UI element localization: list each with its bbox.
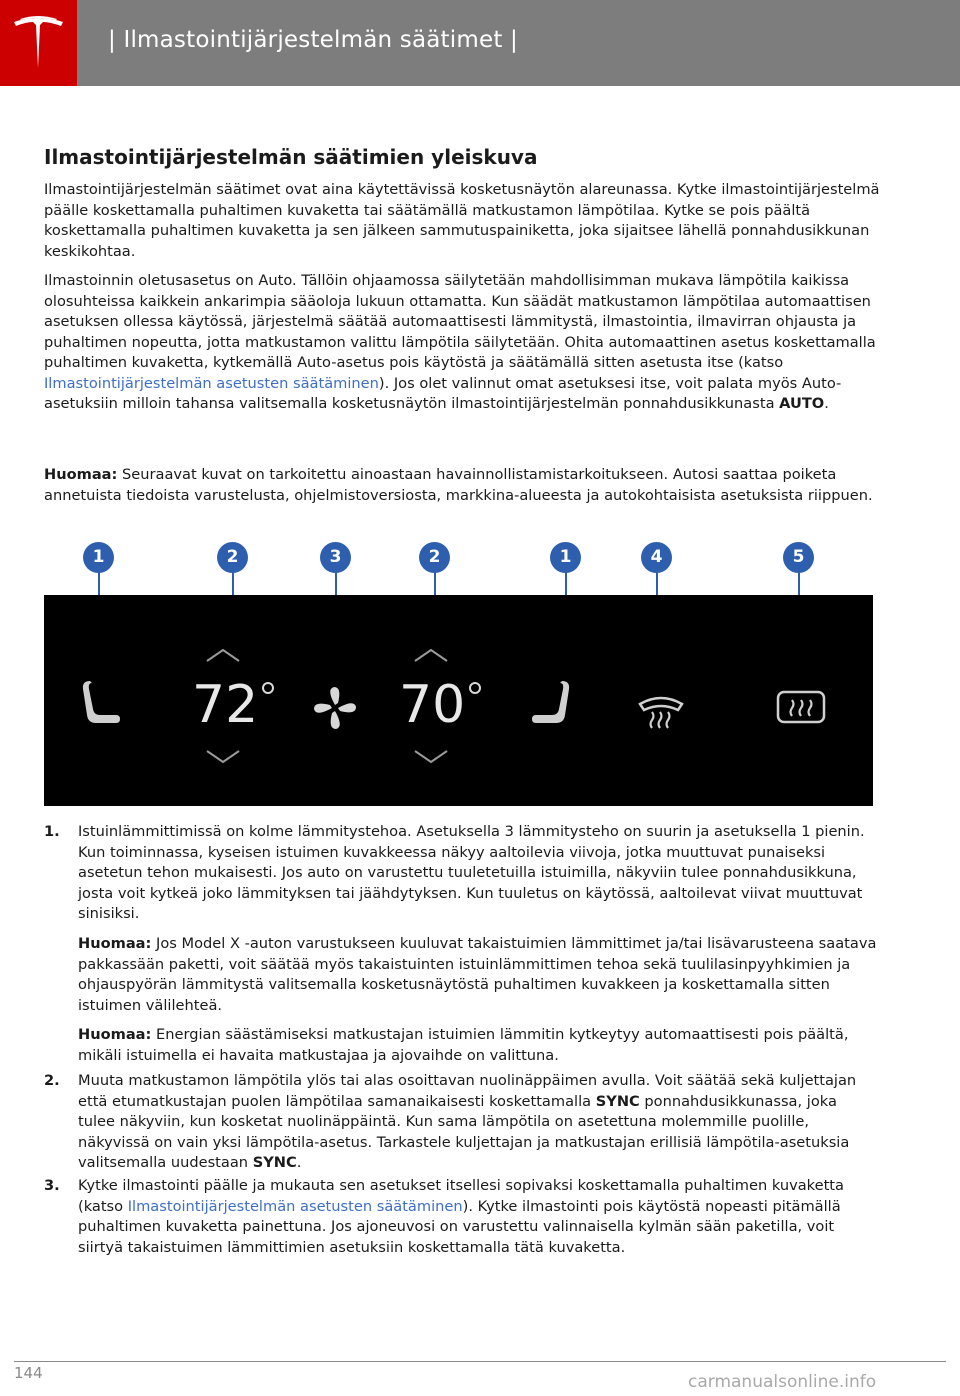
list-item-end: . xyxy=(296,1154,302,1171)
callout-line xyxy=(434,568,436,596)
section-title: Ilmastointijärjestelmän säätimien yleiskuva xyxy=(44,145,538,169)
list-item-fan xyxy=(78,1176,878,1258)
callout-badge: 1 xyxy=(550,542,581,573)
note-text: Seuraavat kuvat on tarkoitettu ainoastaan havainnollistamistarkoitukseen. Autosi saattaa poiketa annetuista tiedoista varustelusta, ohjelmistoversiosta, markkina-alueesta ja autokohtaisista asetuksista riippuen. xyxy=(44,466,873,504)
callout-line xyxy=(565,568,567,596)
chevron-down-icon[interactable] xyxy=(413,749,449,765)
sync-keyword: SYNC xyxy=(595,1092,640,1110)
degree-symbol xyxy=(469,682,481,694)
callout-line xyxy=(98,568,100,596)
list-item-text: ). Kytke ilmastointi pois käytöstä nopeasti pitämällä puhaltimen kuvaketta painettuna. Jos ajoneuvosi on varustettu valinnaisella kylmän sään paketilla, voit siirtyä takaistuimen lämmittimien asetuksiin koskettamalla tätä kuvaketta. xyxy=(78,1197,841,1256)
figure-callouts xyxy=(0,535,960,595)
watermark: carmanualsonline.info xyxy=(688,1372,877,1392)
paragraph-auto-text: Ilmastoinnin oletusasetus on Auto. Tällöin ohjaamossa säilytetään mahdollisimman mukava lämpötila kaikissa olosuhteissa kaikkein ankarimpia sääoloja lukuun ottamatta. Kun säädät matkustamon lämpötilaa automaattisen asetuksen ollessa käytössä, järjestelmä säätää automaattisesti lämmitystä, ilmastointia, ilmavirran ohjausta ja puhaltimen nopeutta, jotta matkustamon valittu lämpötila säilytetään. Ohita automaattinen asetus koskettamalla puhaltimen kuvaketta, kytkemällä Auto-asetus pois käytöstä ja säätämällä sitten asetusta itse (katso xyxy=(44,272,876,371)
degree-symbol xyxy=(262,682,274,694)
note-text: Jos Model X -auton varustukseen kuuluvat takaistuimien lämmittimet ja/tai lisävarusteena saatava pakkassään paketti, voit säätää myös takaistuinten istuinlämmittimen tehoa sekä tuulilasinpyyhkimien ja ohjauspyörän lämmitystä valitsemalla kosketusnäytöstä puhaltimen kuvakkeen ja koskettamalla sitten istuimen välilehteä. xyxy=(78,935,877,1014)
page-number: 144 xyxy=(14,1364,43,1382)
chevron-up-icon[interactable] xyxy=(205,647,241,663)
paragraph-auto-text-2: ). Jos olet valinnut omat asetuksesi itse, voit palata myös Auto-asetuksiin milloin tahansa valitsemalla kosketusnäytön ilmastointijärjestelmän ponnahdusikkunasta xyxy=(44,374,842,412)
note-label: Huomaa: xyxy=(44,466,118,483)
climate-settings-link[interactable]: Ilmastointijärjestelmän asetusten säätäminen xyxy=(127,1197,463,1215)
callout-badge: 1 xyxy=(83,542,114,573)
chevron-down-icon[interactable] xyxy=(205,749,241,765)
climate-control-panel xyxy=(44,595,873,806)
callout-badge: 3 xyxy=(320,542,351,573)
list-item-text: Muuta matkustamon lämpötila ylös tai alas osoittavan nuolinäppäimen avulla. Voit säätää sekä kuljettajan että etumatkustajan puolen lämpötilaa samanaikaisesti koskettamalla xyxy=(78,1072,857,1110)
note-energy xyxy=(78,1025,878,1066)
paragraph-auto xyxy=(44,271,884,415)
passenger-seat-heater-icon[interactable] xyxy=(530,679,570,729)
list-item-text: Kytke ilmastointi päälle ja mukauta sen asetukset itsellesi sopivaksi koskettamalla puhaltimen kuvaketta (katso xyxy=(78,1177,844,1215)
sync-keyword: SYNC xyxy=(252,1154,297,1171)
page-title: | Ilmastointijärjestelmän säätimet | xyxy=(108,27,519,53)
front-defrost-icon[interactable] xyxy=(636,690,686,730)
callout-line xyxy=(232,568,234,596)
list-number: 3. xyxy=(44,1177,60,1194)
footer-divider xyxy=(14,1361,946,1362)
callout-badge: 2 xyxy=(419,542,450,573)
callout-badge: 5 xyxy=(783,542,814,573)
callout-line xyxy=(656,568,658,596)
list-item-text: ponnahdusikkunassa, joka tulee näkyviin, kun kosketat nuolinäppäintä. Kun sama lämpötila on asetettuna molemmille puolille, näkyvissä on vain yksi lämpötila-asetus. Tarkastele kuljettajan ja matkustajan erillisiä lämpötila-asetuksia valitsemalla uudestaan xyxy=(78,1092,850,1171)
fan-icon[interactable] xyxy=(312,685,358,731)
auto-keyword: AUTO xyxy=(779,395,825,412)
note-paragraph xyxy=(44,465,884,506)
driver-seat-heater-icon[interactable] xyxy=(82,679,122,729)
paragraph-auto-end: . xyxy=(824,395,829,412)
paragraph-intro: Ilmastointijärjestelmän säätimet ovat aina käytettävissä kosketusnäytön alareunassa. Kytke ilmastointijärjestelmä päälle koskettamalla puhaltimen kuvaketta tai säätämällä matkustamon lämpötilaa. Kytke se pois päältä koskettamalla puhaltimen kuvaketta ja sen jälkeen sammutuspainiketta, joka sijaitsee lähellä ponnahdusikkunan keskikohtaa. xyxy=(44,181,880,260)
list-number: 2. xyxy=(44,1072,60,1089)
tesla-logo-icon xyxy=(12,16,65,70)
note-label: Huomaa: xyxy=(78,935,152,952)
callout-badge: 2 xyxy=(217,542,248,573)
note-text: Energian säästämiseksi matkustajan istuimien lämmitin kytkeytyy automaattisesti pois päältä, mikäli istuimella ei havaita matkustajaa ja ajovaihde on valittuna. xyxy=(78,1026,849,1064)
list-item-seat-heaters: Istuinlämmittimissä on kolme lämmitystehoa. Asetuksella 3 lämmitysteho on suurin ja asetuksella 1 pienin. Kun toiminnassa, kyseisen istuimen kuvakkeessa näkyy aaltoilevia viivoja, jotka muuttuvat punaiseksi asetetun tehon mukaisesti. Jos auto on varustettu tuuletetuilla istuimilla, näkyviin tulee ponnahdusikkuna, josta voit kytkeä joko lämmityksen tai jäähdytyksen. Kun tuuletus on käytössä, aaltoilevat viivat muuttuvat sinisiksi. xyxy=(78,823,865,922)
callout-line xyxy=(798,568,800,596)
rear-defrost-icon[interactable] xyxy=(775,688,827,730)
list-number: 1. xyxy=(44,823,60,840)
note-rear-seats xyxy=(78,934,878,1016)
callout-badge: 4 xyxy=(641,542,672,573)
callout-line xyxy=(335,568,337,596)
note-label: Huomaa: xyxy=(78,1026,152,1043)
list-item-temperature xyxy=(78,1071,878,1174)
tesla-logo xyxy=(0,0,77,86)
climate-settings-link[interactable]: Ilmastointijärjestelmän asetusten säätäminen xyxy=(44,374,379,392)
driver-temperature: 72 xyxy=(192,675,259,735)
passenger-temperature: 70 xyxy=(399,675,466,735)
chevron-up-icon[interactable] xyxy=(413,647,449,663)
